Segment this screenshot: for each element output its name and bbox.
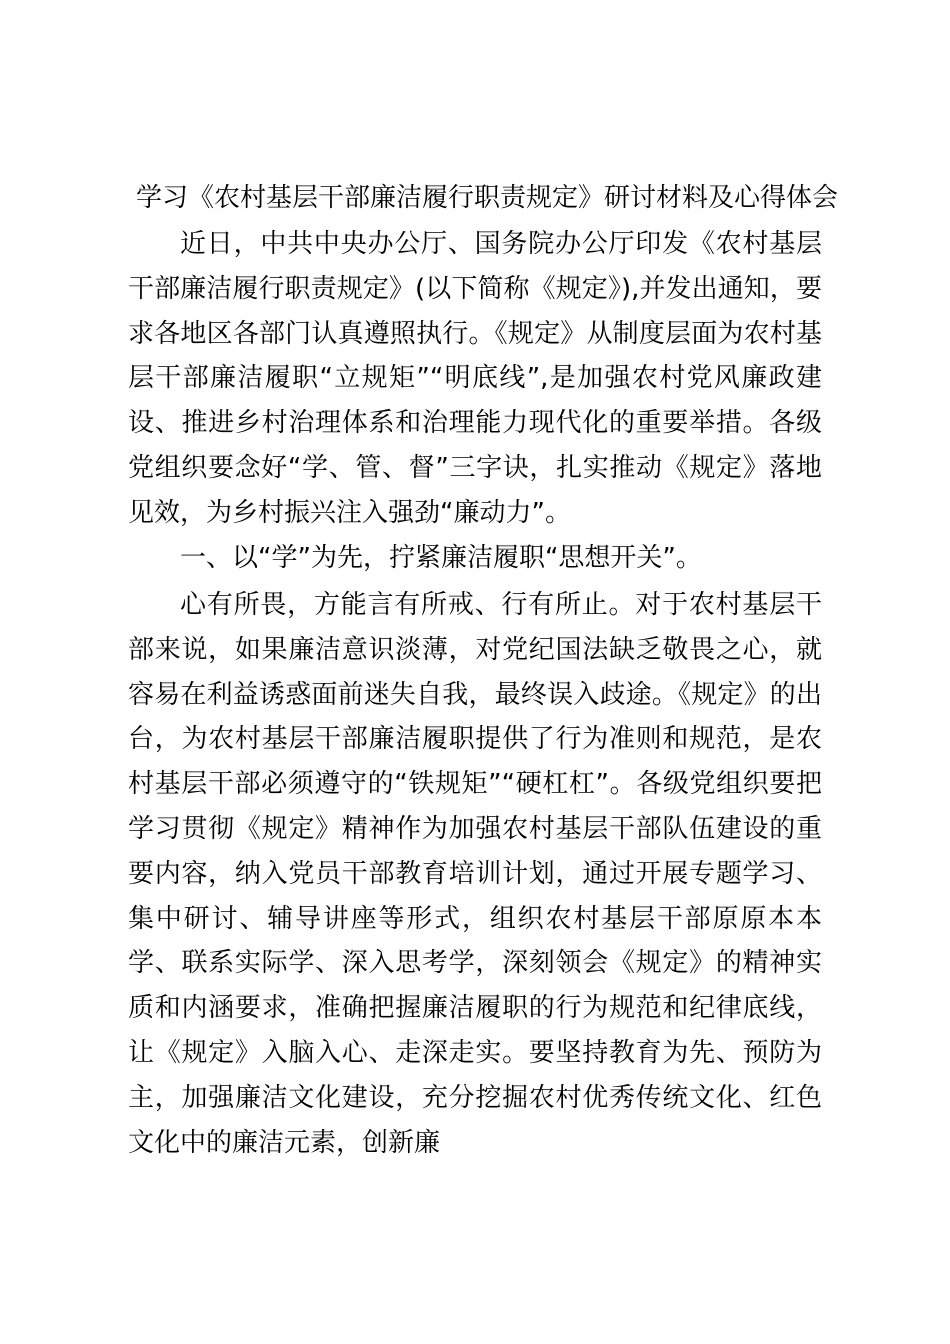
- document-title: 学习《农村基层干部廉洁履行职责规定》研讨材料及心得体会: [136, 183, 839, 213]
- section-heading-one: 一、以“学”为先，拧紧廉洁履职“思想开关”。: [180, 543, 702, 573]
- paragraph-section-one: 心有所畏，方能言有所戒、行有所止。对于农村基层干部来说，如果廉洁意识淡薄，对党纪国法缺乏敬畏之心，就容易在利益诱惑面前迷失自我，最终误入歧途。《规定》的出台，为农村基层干部廉洁履职提供了行为准则和规范，是农村基层干部必须遵守的“铁规矩”“硬杠杠”。各级党组织要把学习贯彻《规定》精神作为加强农村基层干部队伍建设的重要内容，纳入党员干部教育培训计划，通过开展专题学习、集中研讨、辅导讲座等形式，组织农村基层干部原原本本学、联系实际学、深入思考学，深刻领会《规定》的精神实质和内涵要求，准确把握廉洁履职的行为规范和纪律底线，让《规定》入脑入心、走深走实。要坚持教育为先、预防为主，加强廉洁文化建设，充分挖掘农村优秀传统文化、红色文化中的廉洁元素，创新廉: [128, 590, 822, 1158]
- paragraph-intro: 近日，中共中央办公厅、国务院办公厅印发《农村基层干部廉洁履行职责规定》(以下简称《规定》),并发出通知，要求各地区各部门认真遵照执行。《规定》从制度层面为农村基层干部廉洁履职“立规矩”“明底线”,是加强农村党风廉政建设、推进乡村治理体系和治理能力现代化的重要举措。各级党组织要念好“学、管、督”三字诀，扎实推动《规定》落地见效，为乡村振兴注入强劲“廉动力”。: [128, 229, 822, 528]
